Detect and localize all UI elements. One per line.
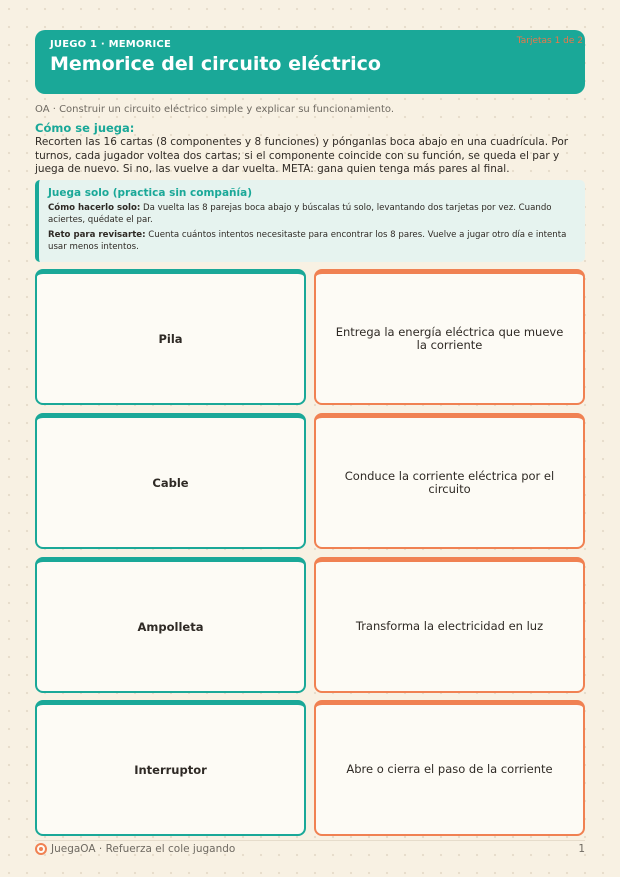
how-to-play-title: Cómo se juega:: [35, 121, 135, 135]
solo-how-paragraph: [48, 202, 575, 226]
component-card-pila: [35, 269, 306, 405]
component-label: Cable: [152, 475, 189, 490]
solo-challenge-label: Reto para revisarte:: [48, 230, 146, 240]
function-card-interruptor: [314, 700, 585, 836]
function-label: Transforma la electricidad en luz: [355, 619, 544, 633]
footer-divider: [35, 840, 585, 841]
function-label: Conduce la corriente eléctrica por el circuito: [344, 468, 555, 496]
solo-play-title: Juega solo (practica sin compañía): [48, 187, 252, 199]
component-label: Interruptor: [134, 762, 207, 777]
component-card-interruptor: [35, 700, 306, 836]
function-card-pila: [314, 269, 585, 405]
target-icon: [35, 843, 47, 855]
how-to-play-text: Recorten las 16 cartas (8 componentes y 8 funciones) y pónganlas boca abajo en una cuadrícula. Por turnos, cada jugador voltea dos cartas; si el componente coincide con su función, se queda el par y juega de nuevo. Si no, las vuelve a dar vuelta. META: gana quien tenga más pares al final.: [35, 136, 569, 175]
function-label: Abre o cierra el paso de la corriente: [346, 762, 553, 776]
solo-how-label: Cómo hacerlo solo:: [48, 203, 141, 213]
function-label: Entrega la energía eléctrica que mueve la corriente: [335, 324, 564, 352]
game-kicker: JUEGO 1 · MEMORICE: [50, 39, 172, 50]
page-title: Memorice del circuito eléctrico: [50, 53, 381, 75]
component-card-cable: [35, 413, 306, 549]
cards-page-tag: Tarjetas 1 de 2: [516, 36, 583, 46]
solo-challenge-paragraph: [48, 229, 575, 253]
component-label: Pila: [158, 331, 183, 346]
solo-how-text: Da vuelta las 8 parejas boca abajo y búscalas tú solo, levantando dos tarjetas por vez. Cuando aciertes, quédate el par.: [48, 203, 552, 225]
learning-objective: OA · Construir un circuito eléctrico simple y explicar su funcionamiento.: [35, 104, 395, 115]
component-card-ampolleta: [35, 557, 306, 693]
component-label: Ampolleta: [137, 619, 204, 634]
solo-challenge-text: Cuenta cuántos intentos necesitaste para encontrar los 8 pares. Vuelve a jugar otro día e intenta usar menos intentos.: [48, 230, 567, 252]
function-card-ampolleta: [314, 557, 585, 693]
page-header: [35, 30, 585, 94]
function-card-cable: [314, 413, 585, 549]
footer-brand: JuegaOA · Refuerza el cole jugando: [51, 843, 236, 855]
solo-play-box: [35, 180, 585, 262]
page-number: 1: [578, 843, 585, 855]
